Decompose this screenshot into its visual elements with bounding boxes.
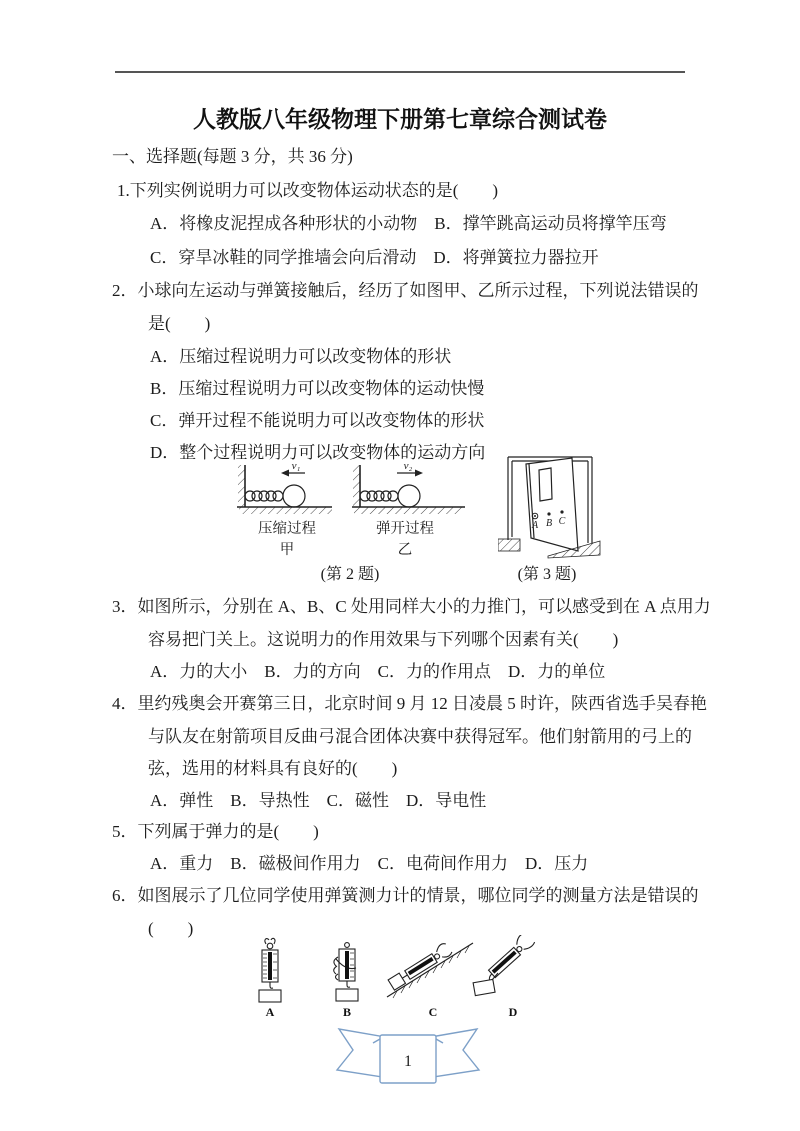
q2-option-d: D．整个过程说明力可以改变物体的运动方向 bbox=[150, 443, 486, 462]
q1-options-cd: C．穿旱冰鞋的同学推墙会向后滑动 D．将弹簧拉力器拉开 bbox=[150, 248, 599, 267]
q6-line1: 6．如图展示了几位同学使用弹簧测力计的情景，哪位同学的测量方法是错误的 bbox=[112, 886, 699, 905]
q4-line2: 与队友在射箭项目反曲弓混合团体决赛中获得冠军。他们射箭用的弓上的 bbox=[148, 727, 692, 746]
spring-ball-diagram bbox=[237, 460, 472, 516]
q2-line1: 2．小球向左运动与弹簧接触后，经历了如图甲、乙所示过程，下列说法错误的 bbox=[112, 281, 699, 300]
door-diagram bbox=[498, 451, 604, 563]
fig2-left-sub: 甲 bbox=[279, 542, 295, 558]
header-rule bbox=[115, 71, 685, 73]
fig2-right-sub: 乙 bbox=[397, 542, 413, 558]
spring-scale-c bbox=[385, 933, 481, 1020]
fig3-caption: (第 3 题) bbox=[517, 566, 577, 583]
q3-line1: 3．如图所示，分别在 A、B、C 处用同样大小的力推门，可以感受到在 A 点用力 bbox=[112, 597, 711, 616]
page-title: 人教版八年级物理下册第七章综合测试卷 bbox=[193, 106, 607, 132]
spring-scale-d bbox=[470, 935, 556, 1020]
q3-options: A．力的大小 B．力的方向 C．力的作用点 D．力的单位 bbox=[150, 662, 606, 681]
fig2-right-label: 弹开过程 bbox=[376, 521, 434, 537]
fig6-label-d: D bbox=[508, 1005, 518, 1019]
spring-scale-b bbox=[324, 937, 370, 1020]
fig6-label-b: B bbox=[342, 1005, 351, 1019]
page-number-ribbon bbox=[333, 1026, 483, 1092]
door-point-a: A bbox=[531, 520, 539, 531]
q1-stem: 1.下列实例说明力可以改变物体运动状态的是( ) bbox=[117, 181, 499, 200]
spring-diagram-jia bbox=[237, 460, 332, 514]
fig6-label-a: A bbox=[265, 1005, 275, 1019]
spring-diagram-yi bbox=[352, 460, 465, 514]
q5-stem: 5．下列属于弹力的是( ) bbox=[112, 822, 319, 841]
fig2-caption: (第 2 题) bbox=[320, 566, 380, 583]
q5-options: A．重力 B．磁极间作用力 C．电荷间作用力 D．压力 bbox=[150, 854, 589, 873]
page-number: 1 bbox=[404, 1053, 412, 1070]
q2-option-c: C．弹开过程不能说明力可以改变物体的形状 bbox=[150, 411, 485, 430]
q4-options: A．弹性 B．导热性 C．磁性 D．导电性 bbox=[150, 791, 487, 810]
q4-line3: 弦，选用的材料具有良好的( ) bbox=[148, 759, 398, 778]
door-point-c: C bbox=[558, 516, 566, 527]
section-heading: 一、选择题(每题 3 分，共 36 分) bbox=[112, 147, 353, 166]
q4-line1: 4．里约残奥会开赛第三日，北京时间 9 月 12 日凌晨 5 时许，陕西省选手吴春艳 bbox=[112, 694, 707, 713]
door-point-b: B bbox=[545, 518, 553, 529]
fig2-left-label: 压缩过程 bbox=[258, 521, 316, 537]
q2-option-a: A．压缩过程说明力可以改变物体的形状 bbox=[150, 347, 452, 366]
q2-line2: 是( ) bbox=[148, 314, 211, 333]
v1-label: v₁ bbox=[291, 460, 301, 472]
q6-line2: ( ) bbox=[148, 919, 194, 938]
q2-option-b: B．压缩过程说明力可以改变物体的运动快慢 bbox=[150, 379, 485, 398]
spring-scale-a bbox=[247, 937, 293, 1020]
v2-label: v₂ bbox=[403, 460, 413, 472]
q1-options-ab: A．将橡皮泥捏成各种形状的小动物 B．撑竿跳高运动员将撑竿压弯 bbox=[150, 214, 667, 233]
q3-line2: 容易把门关上。这说明力的作用效果与下列哪个因素有关( ) bbox=[148, 630, 619, 649]
fig6-label-c: C bbox=[428, 1005, 438, 1019]
